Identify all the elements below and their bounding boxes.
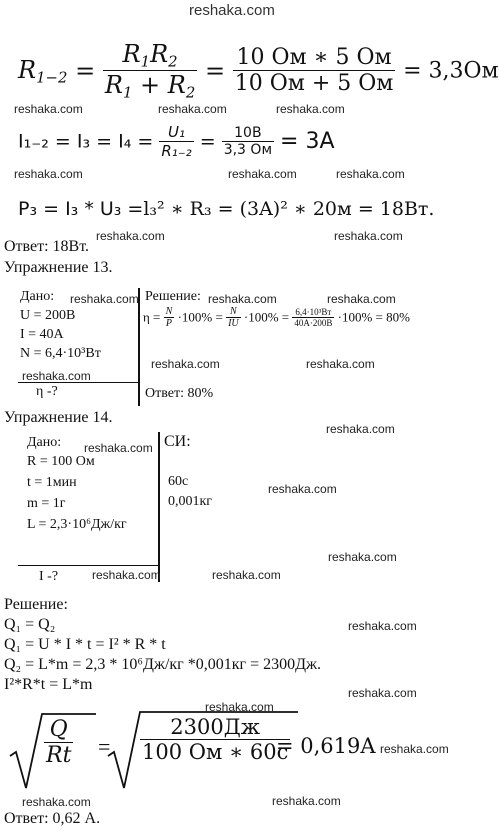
- eq1-den-sub2: 2: [185, 83, 196, 102]
- watermark[interactable]: reshaka.com: [22, 369, 91, 383]
- ex13-formula: [143, 306, 410, 329]
- eq2-frac1: [159, 123, 193, 160]
- sqrt2-num: 2300Дж: [140, 715, 290, 740]
- answer-1: Ответ: 18Вт.: [4, 238, 90, 255]
- eq1-frac2: [233, 45, 396, 96]
- watermark[interactable]: reshaka.com: [276, 102, 345, 116]
- ex13-given-label: Дано:: [20, 289, 55, 304]
- eq2-num1: U₁: [159, 123, 193, 142]
- watermark[interactable]: reshaka.com: [306, 357, 375, 371]
- eq1-den2: 10 Ом + 5 Ом: [234, 71, 394, 97]
- ex13-f-frac3: [292, 307, 334, 328]
- sqrt-equals: =: [98, 734, 111, 759]
- ex13-f-n: N: [165, 306, 173, 317]
- eq2-lhs: I₁₋₂ = I₃ = I₄ =: [18, 130, 154, 153]
- eq3-lhs: P₃ = I₃ * U₃ =: [18, 198, 144, 220]
- watermark[interactable]: reshaka.com: [70, 292, 139, 306]
- ex13-answer: Ответ: 80%: [145, 386, 214, 401]
- watermark[interactable]: reshaka.com: [228, 167, 297, 181]
- watermark[interactable]: reshaka.com: [84, 441, 153, 455]
- eq1-num-r2: R: [150, 40, 169, 68]
- exercise-14-title: Упражнение 14.: [4, 409, 113, 426]
- solution-line-3: Q₂ = L*m = 2,3 * 10⁶Дж/кг *0,001кг = 2300Дж.: [4, 656, 322, 673]
- watermark[interactable]: reshaka.com: [96, 229, 165, 243]
- eq2-den1: R₁₋₂: [161, 142, 192, 160]
- ex13-f-eta: η =: [143, 309, 161, 325]
- equation-power: [18, 198, 434, 220]
- ex14-divider: [158, 432, 160, 582]
- ex13-f-num3: 6,4·10³Вт: [292, 307, 334, 318]
- eq1-lhs-r: R: [18, 55, 37, 84]
- eq1-num2: 10 Ом ∗ 5 Ом: [233, 45, 396, 71]
- watermark[interactable]: reshaka.com: [205, 700, 274, 714]
- watermark[interactable]: reshaka.com: [272, 794, 341, 808]
- ex13-f-frac1: [164, 306, 175, 329]
- watermark-top[interactable]: reshaka.com: [189, 2, 275, 19]
- eq1-lhs-sub: 1−2: [36, 68, 68, 87]
- ex13-f-n2: N: [226, 306, 241, 318]
- eq1-num-sub1: 1: [140, 52, 151, 71]
- ex13-f-frac2: [226, 306, 241, 329]
- eq1-den-r1: R: [104, 71, 123, 100]
- ex13-find: η -?: [36, 384, 58, 399]
- watermark[interactable]: reshaka.com: [14, 102, 83, 116]
- solution-label: Решение:: [4, 596, 68, 613]
- ex14-si-label: СИ:: [164, 433, 191, 450]
- sqrt-frac-2: [140, 715, 290, 764]
- ex14-given-label: Дано:: [27, 435, 62, 450]
- ex14-si-time: 60с: [168, 474, 189, 489]
- ex13-solution-label: Решение:: [145, 289, 201, 304]
- ex14-given-m: m = 1г: [27, 496, 66, 511]
- sqrt-result: = 0,619A: [276, 734, 376, 758]
- equation-current: I₁₋₂ = I₃ = I₄ = $\frac{\text{U₁}}{\text{R₁₋₂}}$ = $\frac{10В}{3,3 Ом}$ = 3A: [18, 123, 335, 160]
- ex14-si-mass: 0,001кг: [168, 494, 213, 509]
- ex13-given-n: N = 6,4·10³Вт: [20, 346, 101, 361]
- sqrt2-den: 100 Ом ∗ 60с: [142, 740, 289, 764]
- eq2-num2: 10В: [222, 125, 274, 142]
- eq1-den-plus: + R: [132, 71, 186, 100]
- ex13-given-u: U = 200В: [20, 308, 76, 323]
- ex14-find: I -?: [39, 569, 59, 584]
- eq2-den2: 3,3 Ом: [223, 142, 272, 158]
- solution-line-4: I²*R*t = L*m: [4, 676, 93, 693]
- eq2-frac2: [222, 125, 274, 158]
- watermark[interactable]: reshaka.com: [212, 568, 281, 582]
- equation-r12: $R_{1-2}$ = $\frac{R_1R_2}{R_1 + R_2}$ = $\frac{10 Ом ∗ 5 Ом}{10 Ом + 5 Ом}$ = 3,3Ом: [18, 40, 499, 102]
- watermark[interactable]: reshaka.com: [268, 482, 337, 496]
- eq1-result: = 3,3Ом: [403, 58, 499, 84]
- eq1-lhs: [18, 56, 67, 86]
- watermark[interactable]: reshaka.com: [158, 102, 227, 116]
- eq1-num-sub2: 2: [168, 52, 178, 71]
- sqrt-frac-1: [44, 717, 73, 768]
- ex13-f-p: P: [165, 318, 173, 329]
- ex13-f-end: ·100% = 80%: [337, 309, 410, 325]
- ex13-given-i: I = 40А: [20, 327, 64, 342]
- watermark[interactable]: reshaka.com: [151, 357, 220, 371]
- eq1-den-sub1: 1: [122, 83, 133, 102]
- watermark[interactable]: reshaka.com: [14, 167, 83, 181]
- watermark[interactable]: reshaka.com: [208, 292, 277, 306]
- solution-line-2: Q₁ = U * I * t = I² * R * t: [4, 636, 166, 653]
- watermark[interactable]: reshaka.com: [22, 795, 91, 809]
- watermark[interactable]: reshaka.com: [92, 568, 161, 582]
- eq1-num-r1: R: [122, 40, 141, 68]
- exercise-13-title: Упражнение 13.: [4, 259, 113, 276]
- watermark[interactable]: reshaka.com: [348, 686, 417, 700]
- ex14-given-t: t = 1мин: [27, 475, 77, 490]
- watermark[interactable]: reshaka.com: [326, 422, 395, 436]
- eq2-result: = 3A: [280, 129, 335, 154]
- ex13-f-den3: 40А·200В: [294, 318, 333, 328]
- ex14-given-r: R = 100 Ом: [27, 454, 95, 469]
- watermark[interactable]: reshaka.com: [380, 742, 449, 756]
- ex13-f-mul2: ·100% =: [243, 309, 290, 325]
- ex13-f-mul1: ·100% =: [177, 309, 223, 325]
- watermark[interactable]: reshaka.com: [328, 550, 397, 564]
- ex13-f-iu: IU: [228, 318, 239, 329]
- ex14-given-l: L = 2,3·10⁶Дж/кг: [27, 517, 127, 532]
- watermark[interactable]: reshaka.com: [336, 167, 405, 181]
- eq1-frac1: [103, 40, 197, 102]
- watermark[interactable]: reshaka.com: [327, 292, 396, 306]
- answer-2: Ответ: 0,62 А.: [4, 810, 101, 827]
- watermark[interactable]: reshaka.com: [334, 229, 403, 243]
- sqrt1-num: Q: [44, 717, 73, 743]
- eq3-mid: l₃² ∗ R₃ = (3A)² ∗ 20м = 18Вт.: [143, 198, 435, 220]
- sqrt1-den: Rt: [46, 743, 72, 768]
- watermark[interactable]: reshaka.com: [348, 619, 417, 633]
- solution-line-1: Q₁ = Q₂: [4, 616, 56, 633]
- ex14-find-line: [18, 565, 160, 566]
